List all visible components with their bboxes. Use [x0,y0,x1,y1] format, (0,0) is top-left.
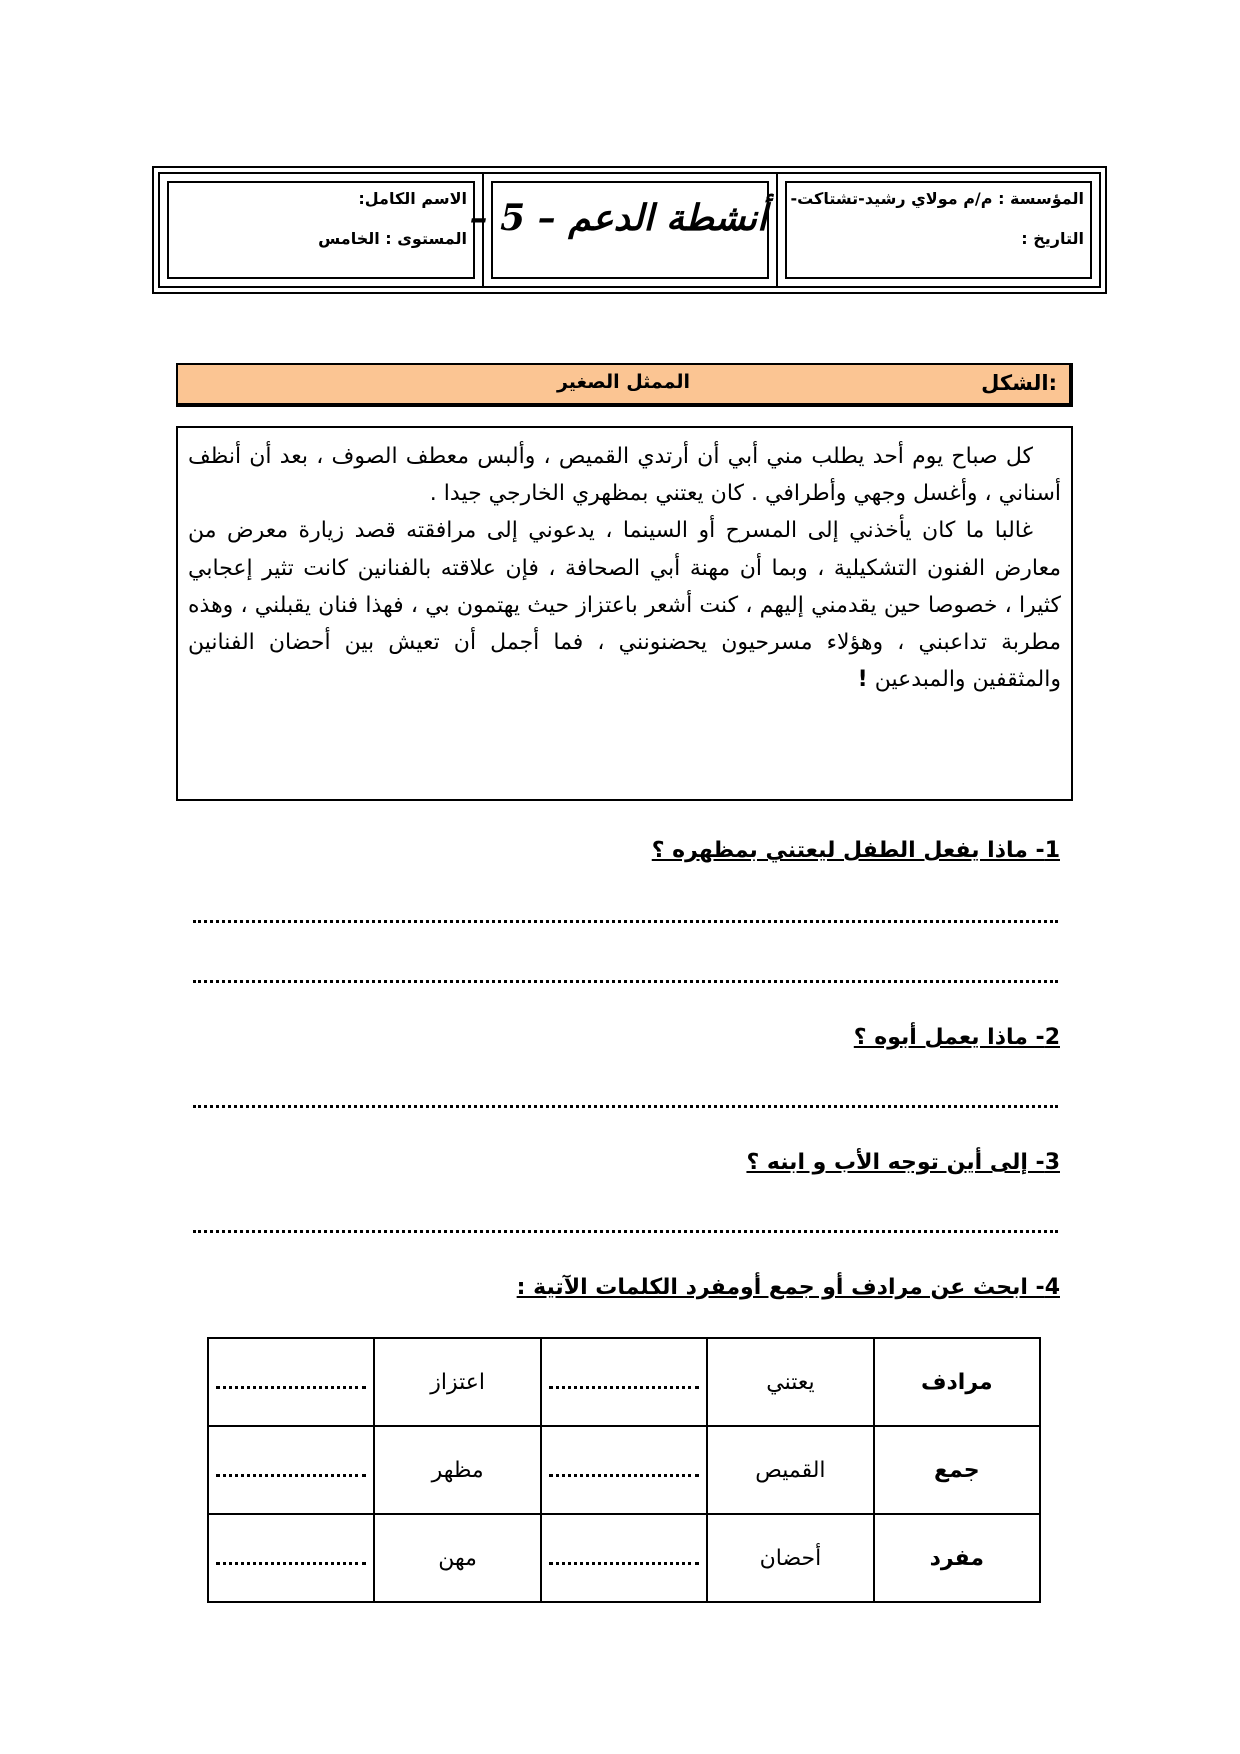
reading-passage-box [176,426,1073,801]
header-frame [152,166,1107,294]
student-info-cell [160,174,482,286]
passage-paragraph-2 [188,512,1061,698]
vocab-word: مظهر [374,1426,540,1514]
table-row [208,1514,1040,1602]
question-1: 1- ماذا يفعل الطفل ليعتني بمظهره ؟ [651,838,1060,863]
vocab-word: القميص [707,1426,873,1514]
vocab-word: اعتزاز [374,1338,540,1426]
vocab-word: أحضان [707,1514,873,1602]
reading-passage [188,438,1061,698]
answer-line[interactable] [193,1230,1058,1233]
level-line: المستوى : الخامس [318,229,467,248]
answer-blank[interactable] [541,1338,707,1426]
institution-line: المؤسسة : م/م مولاي رشيد-تشتاكت- [790,189,1084,208]
date-line: التاريخ : [1021,229,1084,248]
vocab-word: مهن [374,1514,540,1602]
question-2: 2- ماذا يعمل أبوه ؟ [853,1025,1060,1050]
row-label: مرادف [874,1338,1040,1426]
passage-paragraph-1: كل صباح يوم أحد يطلب مني أبي أن أرتدي القميص ، وألبس معطف الصوف ، بعد أن أنظف أسناني ، وأغسل وجهي وأطرافي . كان يعتني بمظهري الخارجي جيدا . [188,444,1061,507]
row-label: مفرد [874,1514,1040,1602]
answer-line[interactable] [193,1105,1058,1108]
shape-label: الشكل: [981,371,1057,395]
answer-blank[interactable] [208,1514,374,1602]
answer-blank[interactable] [208,1338,374,1426]
answer-line[interactable] [193,980,1058,983]
table-row [208,1338,1040,1426]
vocab-word: يعتني [707,1338,873,1426]
text-title: الممثل الصغير [556,371,691,393]
vocabulary-table [207,1337,1041,1603]
title-box [469,181,769,279]
header-inner-frame [158,172,1101,288]
table-row [208,1426,1040,1514]
worksheet-title: أنشطة الدعم – 5 – [469,197,767,239]
passage-paragraph-2-text: غالبا ما كان يأخذني إلى المسرح أو السينما ، يدعوني إلى مرافقته قصد زيارة معرض من معارض الفنون التشكيلية ، وبما أن مهنة أبي الصحافة ، فإن علاقته بالفنانين كانت تثير إعجابي كثيرا ، خصوصا حين يقدمني إليهم ، كنت أشعر باعتزاز حيث يهتمون بي ، فهذا فنان يقبلني ، وهذه مطربة تداعبني ، وهؤلاء مسرحيون يحضنونني ، فما أجمل أن تعيش بين أحضان الفنانين والمثقفين والمبدعين [188,518,1061,693]
question-4: 4- ابحث عن مرادف أو جمع أومفرد الكلمات الآتية : [516,1275,1060,1300]
title-cell [469,174,776,286]
fullname-line: الاسم الكامل: [358,189,467,208]
text-title-bar [176,363,1073,407]
row-label: جمع [874,1426,1040,1514]
answer-blank[interactable] [541,1514,707,1602]
answer-blank[interactable] [208,1426,374,1514]
passage-exclamation: ! [857,667,868,693]
student-info-box [167,181,475,279]
question-3: 3- إلى أين توجه الأب و ابنه ؟ [746,1150,1060,1175]
answer-line[interactable] [193,920,1058,923]
answer-blank[interactable] [541,1426,707,1514]
school-info-box [785,181,1092,279]
school-info-cell [776,174,1099,286]
